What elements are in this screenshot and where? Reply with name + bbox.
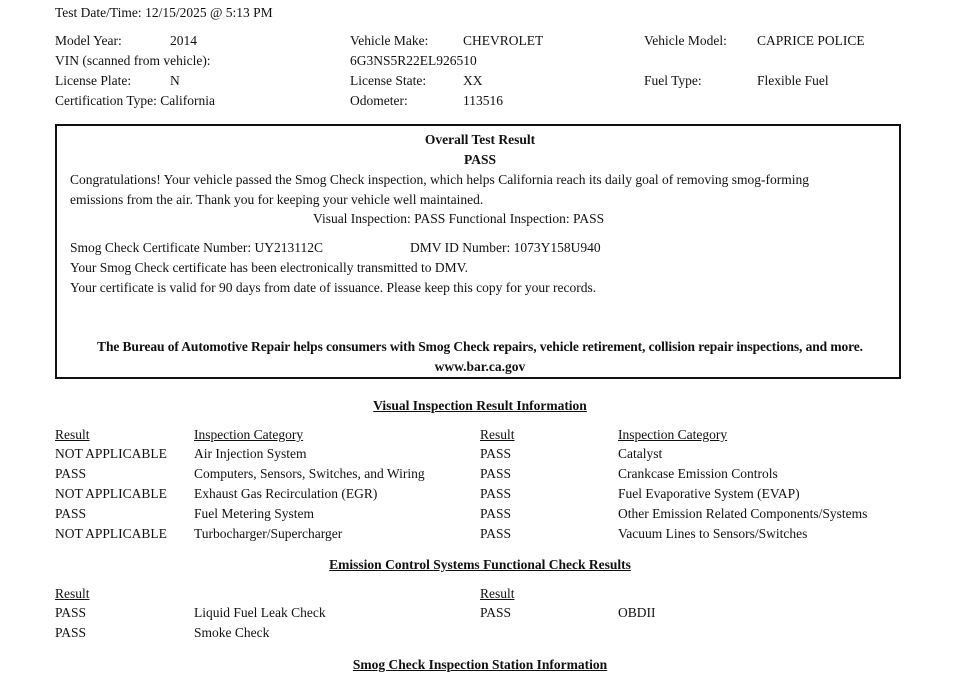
functional-right-result: PASS	[480, 605, 512, 620]
certification-type-label: Certification Type:	[55, 93, 157, 108]
certification-type	[55, 93, 215, 109]
overall-result-value: PASS	[463, 152, 496, 167]
license-state-label: License State:	[350, 73, 427, 88]
result-message-line2: emissions from the air. Thank you for keeping your vehicle well maintained.	[70, 192, 484, 207]
license-plate-label: License Plate:	[55, 73, 132, 88]
station-info-heading: Smog Check Inspection Station Information	[352, 657, 608, 672]
test-datetime-label: Test Date/Time:	[55, 5, 142, 20]
visual-left-result: NOT APPLICABLE	[55, 486, 167, 501]
certificate-number-label: Smog Check Certificate Number:	[70, 240, 252, 255]
visual-left-result: NOT APPLICABLE	[55, 446, 167, 461]
visual-right-category: Crankcase Emission Controls	[618, 466, 778, 481]
visual-right-result: PASS	[480, 506, 512, 521]
visual-category-header-right: Inspection Category	[618, 427, 728, 442]
visual-left-result: NOT APPLICABLE	[55, 526, 167, 541]
bar-url[interactable]: www.bar.ca.gov	[434, 359, 526, 374]
vin-label: VIN (scanned from vehicle):	[55, 53, 211, 68]
vehicle-model-label: Vehicle Model:	[644, 33, 727, 48]
fuel-type-value: Flexible Fuel	[757, 73, 829, 88]
vehicle-make-label: Vehicle Make:	[350, 33, 429, 48]
odometer-label: Odometer:	[350, 93, 408, 108]
functional-left-result: PASS	[55, 625, 87, 640]
visual-right-category: Catalyst	[618, 446, 663, 461]
visual-right-result: PASS	[480, 486, 512, 501]
visual-right-result: PASS	[480, 526, 512, 541]
functional-right-check: OBDII	[618, 605, 656, 620]
visual-right-result: PASS	[480, 466, 512, 481]
visual-result-header-left: Result	[55, 427, 90, 442]
dmv-id	[410, 240, 601, 256]
inspection-summary: Visual Inspection: PASS Functional Inspection: PASS	[313, 211, 605, 226]
license-state-value: XX	[463, 73, 483, 88]
functional-left-result: PASS	[55, 605, 87, 620]
certificate-number-value: UY213112C	[254, 240, 323, 255]
functional-result-header-right: Result	[480, 586, 515, 601]
visual-left-category: Computers, Sensors, Switches, and Wiring	[194, 466, 425, 481]
certification-type-value: California	[160, 93, 216, 108]
functional-left-check: Smoke Check	[194, 625, 270, 640]
model-year-value: 2014	[170, 33, 197, 48]
test-datetime	[55, 5, 273, 21]
visual-left-result: PASS	[55, 466, 87, 481]
visual-left-category: Air Injection System	[194, 446, 307, 461]
visual-right-category: Fuel Evaporative System (EVAP)	[618, 486, 800, 501]
validity-note: Your certificate is valid for 90 days from date of issuance. Please keep this copy for your records.	[70, 280, 597, 295]
visual-result-header-right: Result	[480, 427, 515, 442]
vehicle-model-value: CAPRICE POLICE	[757, 33, 865, 48]
result-message-line1: Congratulations! Your vehicle passed the Smog Check inspection, which helps California reach its daily goal of removing smog-forming	[70, 172, 809, 187]
fuel-type-label: Fuel Type:	[644, 73, 702, 88]
test-datetime-value: 12/15/2025 @ 5:13 PM	[145, 5, 273, 20]
dmv-id-value: 1073Y158U940	[513, 240, 601, 255]
overall-result-title: Overall Test Result	[424, 132, 536, 147]
odometer-value: 113516	[463, 93, 503, 108]
certificate-number	[70, 240, 323, 256]
functional-check-heading: Emission Control Systems Functional Check Results	[329, 557, 631, 572]
visual-right-category: Other Emission Related Components/Systems	[618, 506, 868, 521]
vehicle-make-value: CHEVROLET	[463, 33, 544, 48]
functional-result-header-left: Result	[55, 586, 90, 601]
dmv-id-label: DMV ID Number:	[410, 240, 511, 255]
bar-note: The Bureau of Automotive Repair helps consumers with Smog Check repairs, vehicle retirement, collision repair inspections, and more.	[97, 339, 863, 354]
visual-right-result: PASS	[480, 446, 512, 461]
visual-left-category: Turbocharger/Supercharger	[194, 526, 343, 541]
visual-right-category: Vacuum Lines to Sensors/Switches	[618, 526, 808, 541]
visual-left-result: PASS	[55, 506, 87, 521]
transmitted-note: Your Smog Check certificate has been electronically transmitted to DMV.	[70, 260, 469, 275]
visual-left-category: Exhaust Gas Recirculation (EGR)	[194, 486, 378, 501]
functional-left-check: Liquid Fuel Leak Check	[194, 605, 326, 620]
model-year-label: Model Year:	[55, 33, 122, 48]
license-plate-value: N	[170, 73, 180, 88]
vin-value: 6G3NS5R22EL926510	[350, 53, 477, 68]
visual-inspection-heading: Visual Inspection Result Information	[373, 398, 587, 413]
visual-category-header-left: Inspection Category	[194, 427, 304, 442]
visual-left-category: Fuel Metering System	[194, 506, 314, 521]
